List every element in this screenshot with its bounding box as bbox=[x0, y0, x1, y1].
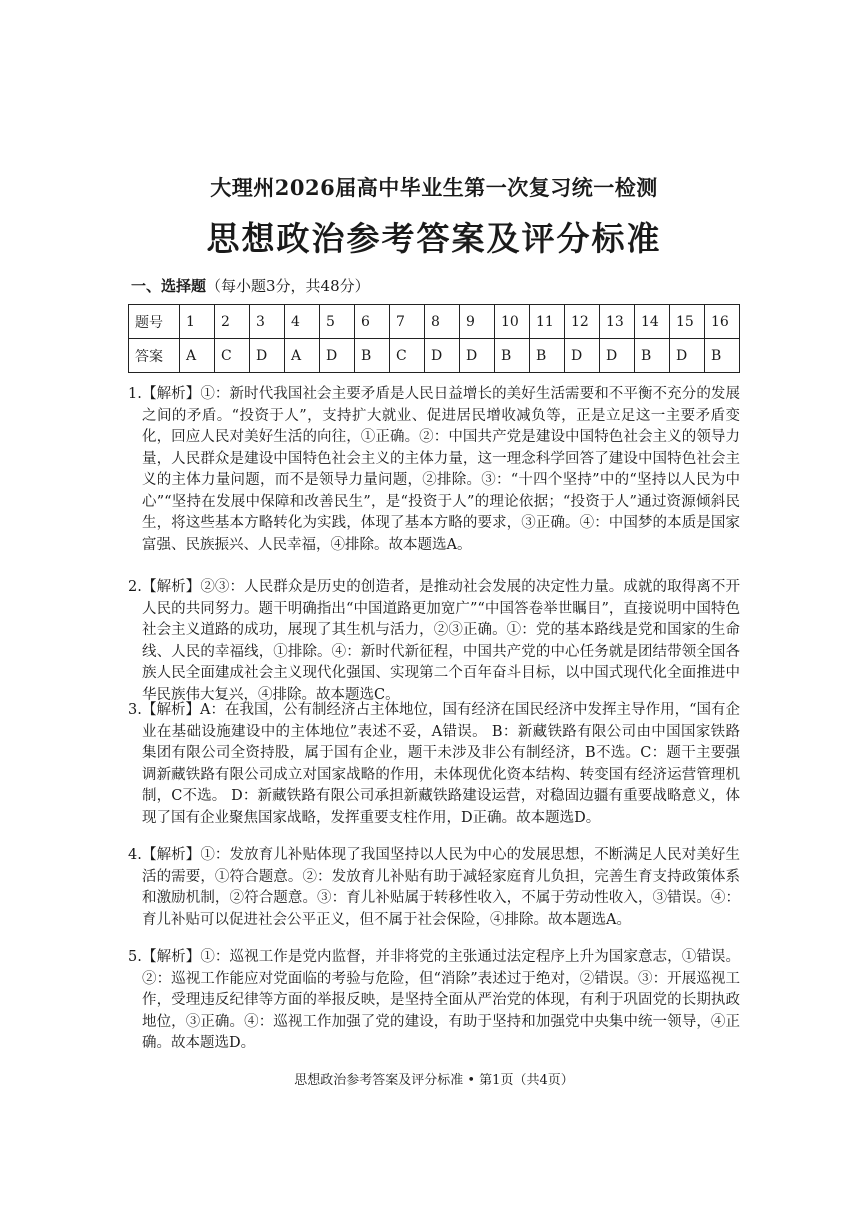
explanation-item bbox=[128, 700, 740, 829]
row-header-answer: 答案 bbox=[129, 339, 180, 373]
answer-row bbox=[129, 339, 740, 373]
question-number: 14 bbox=[635, 305, 670, 339]
answer-cell: D bbox=[425, 339, 460, 373]
explanation-number: 1. bbox=[128, 386, 142, 402]
explanation-item bbox=[128, 947, 740, 1055]
explanation-number: 4. bbox=[128, 847, 142, 863]
explanation-number: 3. bbox=[128, 702, 142, 718]
exam-title: 大理州2026届高中毕业生第一次复习统一检测 bbox=[210, 175, 658, 200]
answer-cell: D bbox=[565, 339, 600, 373]
row-header-number: 题号 bbox=[129, 305, 180, 339]
section-note: （每小题3分，共48分） bbox=[206, 277, 370, 295]
question-number: 13 bbox=[600, 305, 635, 339]
question-number-row bbox=[129, 305, 740, 339]
question-number: 8 bbox=[425, 305, 460, 339]
question-number: 6 bbox=[355, 305, 390, 339]
explanation-text: 【解析】A：在我国，公有制经济占主体地位，国有经济在国民经济中发挥主导作用，“国有企业在基础设施建设中的主体地位”表述不妥，A错误。 B：新藏铁路有限公司由中国国家铁路集团有限公司全资持股，属于国有企业，题干未涉及非公有制经济，B不选。C：题干主要强调新藏铁路有限公司成立对国家战略的作用，未体现优化资本结构、转变国有经济运营管理机制，C不选。 D：新藏铁路有限公司承担新藏铁路建设运营，对稳固边疆有重要战略意义，体现了国有企业聚焦国家战略，发挥重要支柱作用，D正确。故本题选D。 bbox=[142, 702, 740, 826]
answer-cell: A bbox=[285, 339, 320, 373]
question-number: 5 bbox=[320, 305, 355, 339]
question-number: 3 bbox=[250, 305, 285, 339]
question-number: 12 bbox=[565, 305, 600, 339]
explanation-text: 【解析】①：新时代我国社会主要矛盾是人民日益增长的美好生活需要和不平衡不充分的发展之间的矛盾。“投资于人”，支持扩大就业、促进居民增收减负等，正是立足这一主要矛盾变化，回应人民对美好生活的向往，①正确。②：中国共产党是建设中国特色社会主义的领导力量，人民群众是建设中国特色社会主义的主体力量，这一理念科学回答了建设中国特色社会主义的主体力量问题，而不是领导力量问题，②排除。③：“十四个坚持”中的“坚持以人民为中心”“坚持在发展中保障和改善民生”，是“投资于人”的理论依据；“投资于人”通过资源倾斜民生，将这些基本方略转化为实践，体现了基本方略的要求，③正确。④：中国梦的本质是国家富强、民族振兴、人民幸福，④排除。故本题选A。 bbox=[142, 386, 740, 553]
answer-table bbox=[128, 304, 740, 373]
explanation-number: 5. bbox=[128, 949, 142, 965]
answer-cell: B bbox=[530, 339, 565, 373]
question-number: 2 bbox=[215, 305, 250, 339]
question-number: 1 bbox=[180, 305, 215, 339]
answer-cell: D bbox=[600, 339, 635, 373]
explanation-item bbox=[128, 845, 740, 931]
question-number: 7 bbox=[390, 305, 425, 339]
explanation-item bbox=[128, 384, 740, 556]
question-number: 16 bbox=[705, 305, 740, 339]
question-number: 9 bbox=[460, 305, 495, 339]
answer-cell: D bbox=[320, 339, 355, 373]
answer-cell: D bbox=[670, 339, 705, 373]
answer-cell: D bbox=[460, 339, 495, 373]
explanation-text: 【解析】②③：人民群众是历史的创造者，是推动社会发展的决定性力量。成就的取得离不开人民的共同努力。题干明确指出“中国道路更加宽广”“中国答卷举世瞩目”，直接说明中国特色社会主义道路的成功，展现了其生机与活力，②③正确。①：党的基本路线是党和国家的生命线、人民的幸福线，①排除。④：新时代新征程，中国共产党的中心任务就是团结带领全国各族人民全面建成社会主义现代化强国、实现第二个百年奋斗目标，以中国式现代化全面推进中华民族伟大复兴，④排除。故本题选C。 bbox=[142, 579, 740, 703]
document-title: 思想政治参考答案及评分标准 bbox=[206, 219, 662, 258]
question-number: 4 bbox=[285, 305, 320, 339]
page-footer: 思想政治参考答案及评分标准 • 第1页（共4页） bbox=[294, 1073, 574, 1088]
question-number: 10 bbox=[495, 305, 530, 339]
answer-cell: D bbox=[250, 339, 285, 373]
section-heading bbox=[131, 275, 370, 296]
explanation-text: 【解析】①：发放育儿补贴体现了我国坚持以人民为中心的发展思想，不断满足人民对美好生活的需要，①符合题意。②：发放育儿补贴有助于减轻家庭育儿负担，完善生育支持政策体系和激励机制，②符合题意。③：育儿补贴属于转移性收入，不属于劳动性收入，③错误。④：育儿补贴可以促进社会公平正义，但不属于社会保险，④排除。故本题选A。 bbox=[142, 847, 740, 928]
answer-cell: C bbox=[215, 339, 250, 373]
explanation-number: 2. bbox=[128, 579, 142, 595]
question-number: 15 bbox=[670, 305, 705, 339]
question-number: 11 bbox=[530, 305, 565, 339]
answer-cell: A bbox=[180, 339, 215, 373]
answer-cell: B bbox=[355, 339, 390, 373]
answer-cell: B bbox=[495, 339, 530, 373]
explanation-item bbox=[128, 577, 740, 706]
explanation-text: 【解析】①：巡视工作是党内监督，并非将党的主张通过法定程序上升为国家意志，①错误。②：巡视工作能应对党面临的考验与危险，但“消除”表述过于绝对，②错误。③：开展巡视工作，受理违反纪律等方面的举报反映，是坚持全面从严治党的体现，有利于巩固党的长期执政地位，③正确。④：巡视工作加强了党的建设，有助于坚持和加强党中央集中统一领导，④正确。故本题选D。 bbox=[142, 949, 740, 1051]
answer-cell: C bbox=[390, 339, 425, 373]
answer-cell: B bbox=[705, 339, 740, 373]
section-label: 一、选择题 bbox=[131, 277, 207, 295]
answer-cell: B bbox=[635, 339, 670, 373]
